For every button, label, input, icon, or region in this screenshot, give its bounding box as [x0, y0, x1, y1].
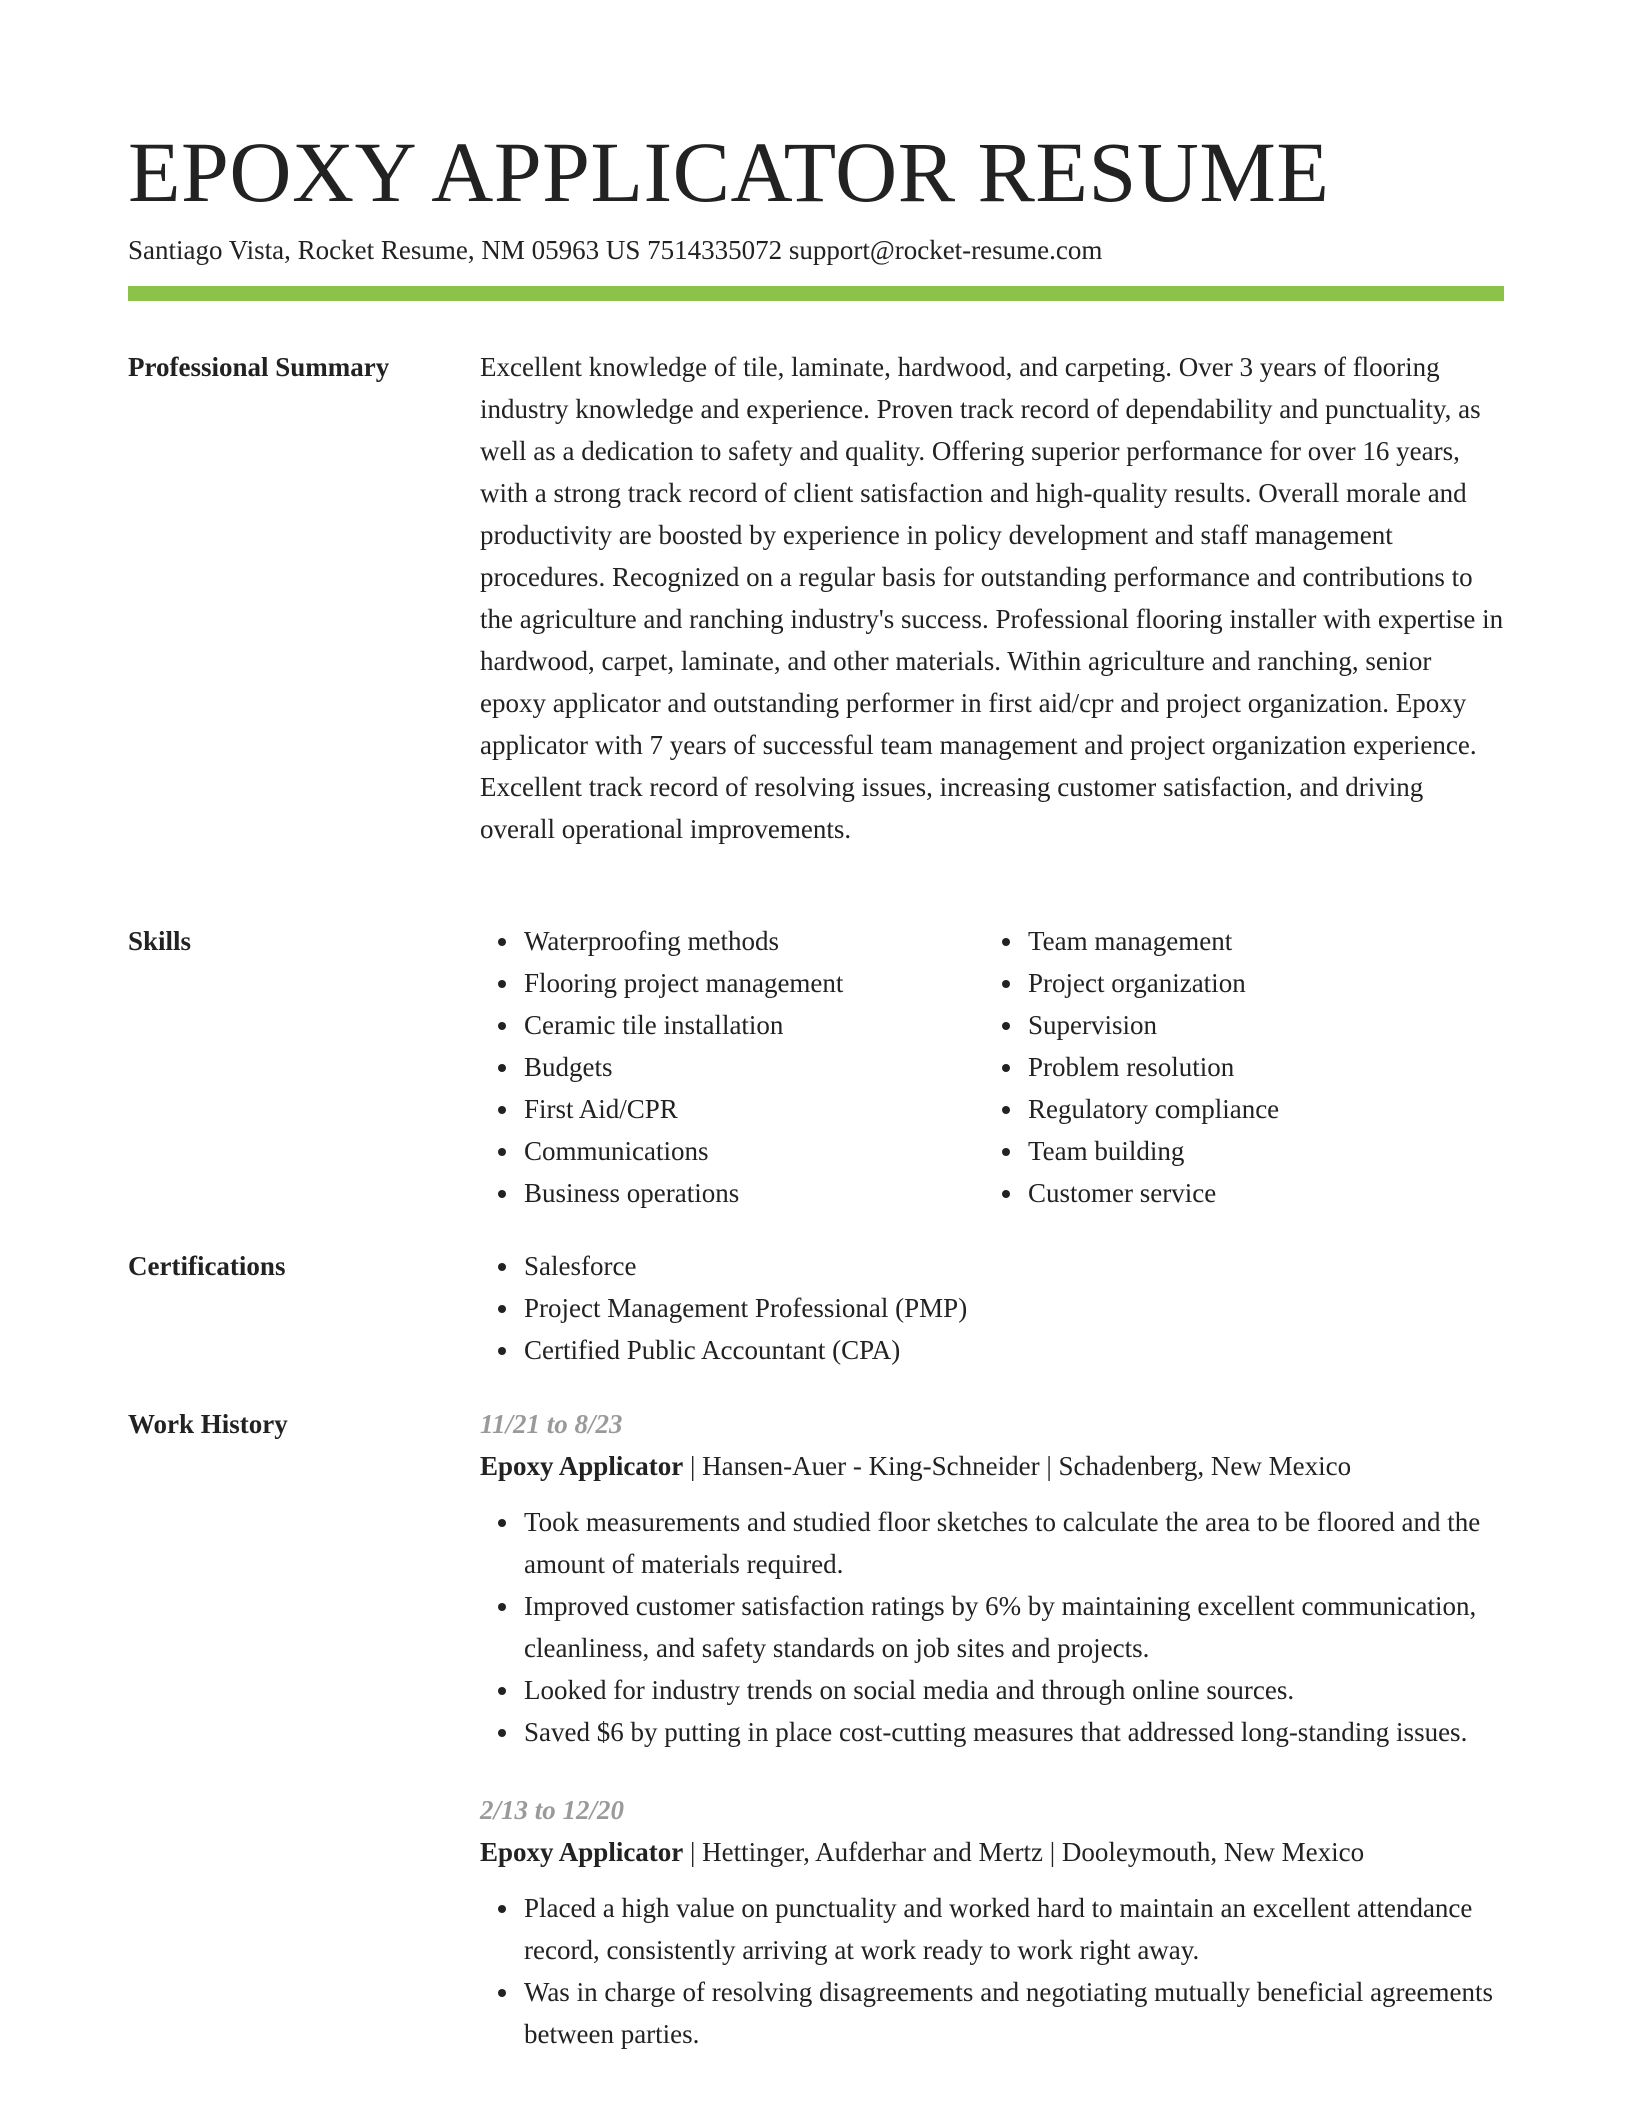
job-details: | Hansen-Auer - King-Schneider | Schadenberg, New Mexico	[683, 1451, 1352, 1481]
page-title: EPOXY APPLICATOR RESUME	[128, 124, 1330, 220]
job-details: | Hettinger, Aufderhar and Mertz | Dooleymouth, New Mexico	[683, 1837, 1365, 1867]
skill-item: Supervision	[1028, 1004, 1488, 1046]
certification-item: Certified Public Accountant (CPA)	[524, 1329, 1504, 1371]
skill-item: Customer service	[1028, 1172, 1488, 1214]
work-history-body	[480, 1403, 1504, 2091]
job-bullet: Was in charge of resolving disagreements and negotiating mutually beneficial agreements between parties.	[524, 1971, 1504, 2055]
job-dates: 2/13 to 12/20	[480, 1795, 625, 1825]
job-bullet: Placed a high value on punctuality and worked hard to maintain an excellent attendance record, consistently arriving at work ready to work right away.	[524, 1887, 1504, 1971]
job-entry	[480, 1789, 1504, 2055]
certification-item: Project Management Professional (PMP)	[524, 1287, 1504, 1329]
accent-divider	[128, 286, 1504, 301]
job-bullet: Saved $6 by putting in place cost-cutting measures that addressed long-standing issues.	[524, 1711, 1504, 1753]
skills-body	[480, 920, 1504, 1214]
skill-item: Team management	[1028, 920, 1488, 962]
certifications-label: Certifications	[128, 1251, 286, 1281]
skills-label: Skills	[128, 926, 192, 956]
job-bullet: Looked for industry trends on social media and through online sources.	[524, 1669, 1504, 1711]
certifications-body	[480, 1245, 1504, 1371]
job-bullet: Improved customer satisfaction ratings by 6% by maintaining excellent communication, cleanliness, and safety standards on job sites and projects.	[524, 1585, 1504, 1669]
skill-item: Ceramic tile installation	[524, 1004, 984, 1046]
work-history-label: Work History	[128, 1409, 288, 1439]
skill-item: Waterproofing methods	[524, 920, 984, 962]
job-entry	[480, 1403, 1504, 1753]
job-heading	[480, 1445, 1504, 1487]
job-bullet: Took measurements and studied floor sketches to calculate the area to be floored and the amount of materials required.	[524, 1501, 1504, 1585]
job-dates: 11/21 to 8/23	[480, 1409, 623, 1439]
skill-item: Budgets	[524, 1046, 984, 1088]
skill-item: Problem resolution	[1028, 1046, 1488, 1088]
job-title: Epoxy Applicator	[480, 1451, 684, 1481]
skill-item: Regulatory compliance	[1028, 1088, 1488, 1130]
job-heading	[480, 1831, 1504, 1873]
certification-item: Salesforce	[524, 1245, 1504, 1287]
summary-label: Professional Summary	[128, 352, 390, 382]
skill-item: Team building	[1028, 1130, 1488, 1172]
skill-item: First Aid/CPR	[524, 1088, 984, 1130]
skill-item: Flooring project management	[524, 962, 984, 1004]
summary-text: Excellent knowledge of tile, laminate, hardwood, and carpeting. Over 3 years of flooring industry knowledge and experience. Proven track record of dependability and punctuality, as well as a dedication to safety and quality. Offering superior performance for over 16 years, with a strong track record of client satisfaction and high-quality results. Overall morale and productivity are boosted by experience in policy development and staff management procedures. Recognized on a regular basis for outstanding performance and contributions to the agriculture and ranching industry's success. Professional flooring installer with expertise in hardwood, carpet, laminate, and other materials. Within agriculture and ranching, senior epoxy applicator and outstanding performer in first aid/cpr and project organization. Epoxy applicator with 7 years of successful team management and project organization experience. Excellent track record of resolving issues, increasing customer satisfaction, and driving overall operational improvements.	[480, 352, 1504, 844]
job-title: Epoxy Applicator	[480, 1837, 684, 1867]
skills-column-right	[984, 920, 1488, 1214]
skill-item: Communications	[524, 1130, 984, 1172]
skill-item: Business operations	[524, 1172, 984, 1214]
summary-body	[480, 346, 1504, 850]
skill-item: Project organization	[1028, 962, 1488, 1004]
contact-line: Santiago Vista, Rocket Resume, NM 05963 US 7514335072 support@rocket-resume.com	[128, 235, 1103, 265]
skills-column-left	[480, 920, 984, 1214]
